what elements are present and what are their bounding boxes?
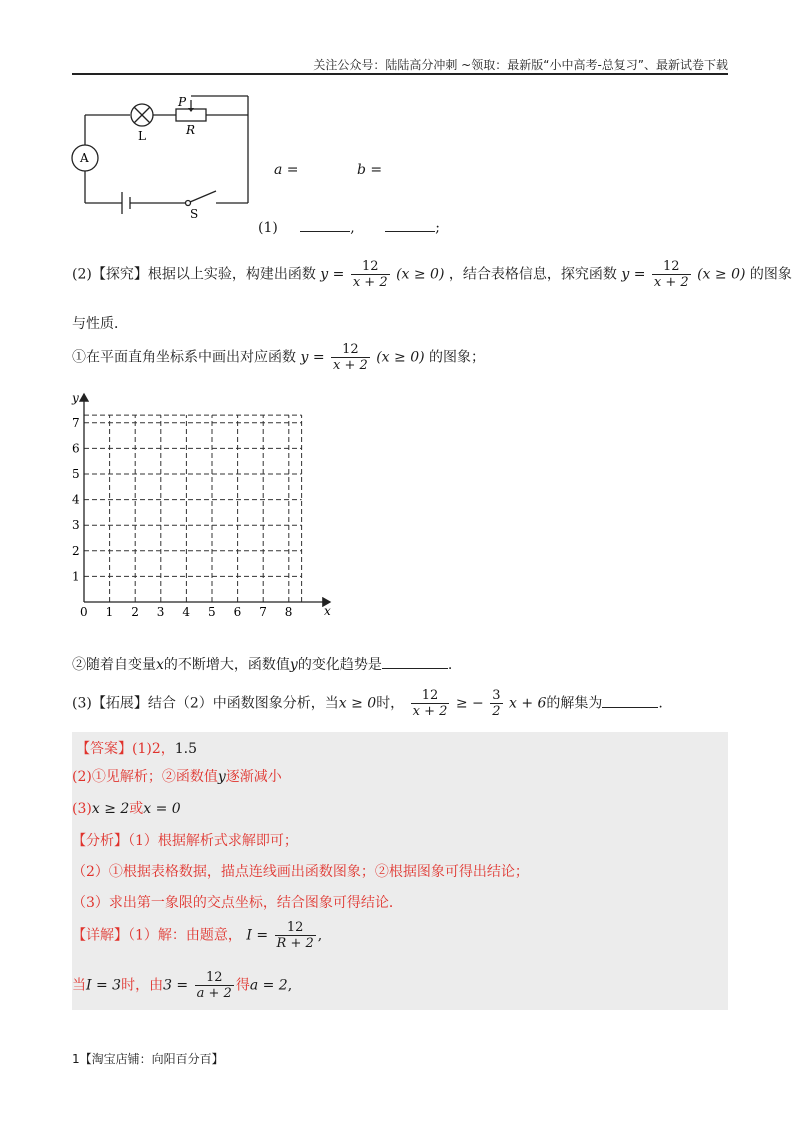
part3-b: 时，: [376, 695, 405, 712]
analysis-2: （2）①根据表格数据，描点连线画出函数图象；②根据图象可得出结论；: [72, 864, 529, 880]
x-tick-label: 2: [131, 605, 139, 619]
x-tick-label: 7: [259, 605, 267, 619]
last-c: 得: [235, 977, 250, 994]
part3: [72, 688, 663, 719]
coordinate-grid: [62, 386, 342, 622]
part2-intro: [72, 259, 792, 290]
q1-a: ①在平面直角坐标系中画出对应函数: [72, 349, 296, 366]
analysis-3: （3）求出第一象限的交点坐标，结合图象可得结论．: [72, 895, 403, 911]
part1-number: (1): [258, 220, 278, 236]
part2-intro-a: (2)【探究】根据以上实验，构建出函数: [72, 266, 316, 283]
part3-frac1: [411, 688, 450, 719]
y-tick-label: 3: [72, 518, 80, 533]
func-y: y =: [320, 266, 345, 283]
q1-func-y: y =: [300, 349, 325, 366]
x-tick-label: 0: [80, 605, 88, 619]
blank-a[interactable]: [300, 231, 350, 232]
label-S: S: [190, 207, 199, 221]
q2-end: .: [447, 657, 453, 673]
label-P: P: [178, 95, 187, 109]
detail-eq: I =: [246, 927, 269, 944]
last-frac: [195, 970, 234, 1001]
sep1: ,: [350, 220, 355, 236]
x-tick-label: 6: [233, 605, 242, 619]
last-I: I = 3: [86, 977, 122, 994]
q2-c: 的变化趋势是: [297, 657, 382, 673]
label-L: L: [138, 129, 146, 143]
last-b: 时，由: [121, 977, 164, 994]
x-tick-label: 4: [182, 605, 191, 619]
part3-a: (3)【拓展】结合（2）中函数图象分析，当: [72, 695, 339, 712]
q2-x: x: [156, 657, 164, 673]
answer-1b: 1.5: [174, 741, 198, 757]
q1-cond: (x ≥ 0): [376, 349, 425, 366]
answer-line2: [72, 766, 282, 786]
y-tick-label: 4: [72, 492, 80, 507]
blank-b[interactable]: [385, 231, 435, 232]
last-den: a + 2: [196, 986, 232, 1001]
a-label: a =: [274, 162, 299, 178]
x-tick-label: 3: [156, 605, 165, 619]
func-fraction-2: [652, 259, 691, 290]
part1-answer-line: [258, 220, 440, 236]
func-cond: (x ≥ 0): [396, 266, 445, 283]
x-tick-label: 1: [105, 605, 114, 619]
b-label: b =: [357, 162, 383, 178]
q2-b: 的不断增大，函数值: [163, 657, 290, 673]
part3-frac2-num: 3: [492, 688, 501, 703]
q2-blank[interactable]: [382, 668, 448, 669]
y-tick-label: 7: [72, 415, 80, 430]
func-num-2: 12: [652, 259, 691, 275]
answer-3m1: x ≥ 2: [91, 801, 130, 817]
q1-fraction: [331, 342, 370, 373]
answer-1a: 【答案】(1)2，: [76, 741, 175, 757]
page-footer: 1【淘宝店铺：向阳百分百】: [72, 1052, 224, 1066]
part3-ineq-tail: x + 6: [508, 695, 547, 712]
sep2: ;: [435, 220, 440, 236]
answer-2y: y: [217, 769, 226, 785]
header-rule: [72, 73, 728, 75]
answer-2a: (2)①见解析；②函数值: [72, 769, 218, 785]
part2-intro-line2: 与性质．: [72, 316, 128, 332]
q2-a: ②随着自变量: [72, 657, 156, 673]
y-tick-label: 5: [72, 467, 80, 481]
last-line: [72, 970, 292, 1001]
part3-cond: x ≥ 0: [338, 695, 377, 712]
detail-line: [72, 920, 322, 951]
circuit-diagram: [60, 88, 260, 228]
answer-3or: 或: [129, 801, 144, 817]
part3-frac1-num: 12: [411, 688, 450, 704]
analysis-1: 【分析】（1）根据解析式求解即可；: [72, 833, 298, 849]
part3-frac1-den: x + 2: [412, 704, 448, 719]
last-res: a = 2: [249, 977, 288, 994]
part3-end: .: [658, 695, 663, 712]
answer-line1: [76, 738, 197, 758]
detail-num: 12: [275, 920, 316, 936]
y-tick-label: 2: [72, 543, 80, 558]
label-A: A: [80, 151, 89, 165]
x-tick-label: 8: [284, 605, 293, 619]
last-end: ,: [287, 977, 293, 994]
q1-num: 12: [331, 342, 370, 358]
y-tick-label: 1: [72, 569, 80, 584]
func-num: 12: [351, 259, 390, 275]
part3-c: 的解集为: [546, 695, 603, 712]
x-tick-label: 5: [208, 605, 216, 619]
answer-3m2: x = 0: [143, 801, 181, 817]
page-header: 关注公众号：陆陆高分冲刺 ~领取：最新版“小中高考-总复习”、最新试卷下载: [313, 58, 728, 72]
last-a: 当: [72, 977, 86, 994]
func-den-2: x + 2: [653, 275, 689, 290]
part2-q2: [72, 654, 452, 674]
part2-intro-c: 的图象: [749, 266, 792, 283]
part2-intro-b: ，结合表格信息，探究函数: [448, 266, 617, 283]
answer-2b: 逐渐减小: [225, 769, 282, 785]
q2-y: y: [289, 657, 298, 673]
x-axis-label: x: [324, 604, 331, 618]
part3-frac2-den: 2: [492, 704, 501, 719]
y-tick-label: 6: [72, 441, 80, 456]
label-R: R: [186, 123, 196, 137]
y-axis-label: y: [72, 391, 79, 405]
detail-a: 【详解】（1）解：由题意，: [72, 927, 242, 944]
func-cond-2: (x ≥ 0): [697, 266, 746, 283]
detail-end: ,: [317, 927, 323, 944]
part3-blank[interactable]: [602, 707, 658, 708]
last-3: 3 =: [163, 977, 189, 994]
q1-b: 的图象；: [429, 349, 486, 366]
answer-line3: [72, 798, 181, 818]
detail-frac: [275, 920, 316, 951]
part2-q1: [72, 342, 485, 373]
part3-ineq-mid: ≥ −: [455, 695, 484, 712]
q1-den: x + 2: [333, 358, 368, 373]
answer-3a: (3): [72, 801, 92, 817]
func-fraction: [351, 259, 390, 290]
detail-den: R + 2: [276, 936, 314, 951]
part3-frac2: [490, 688, 502, 719]
last-num: 12: [195, 970, 234, 986]
func-den: x + 2: [352, 275, 388, 290]
func-y-2: y =: [621, 266, 646, 283]
